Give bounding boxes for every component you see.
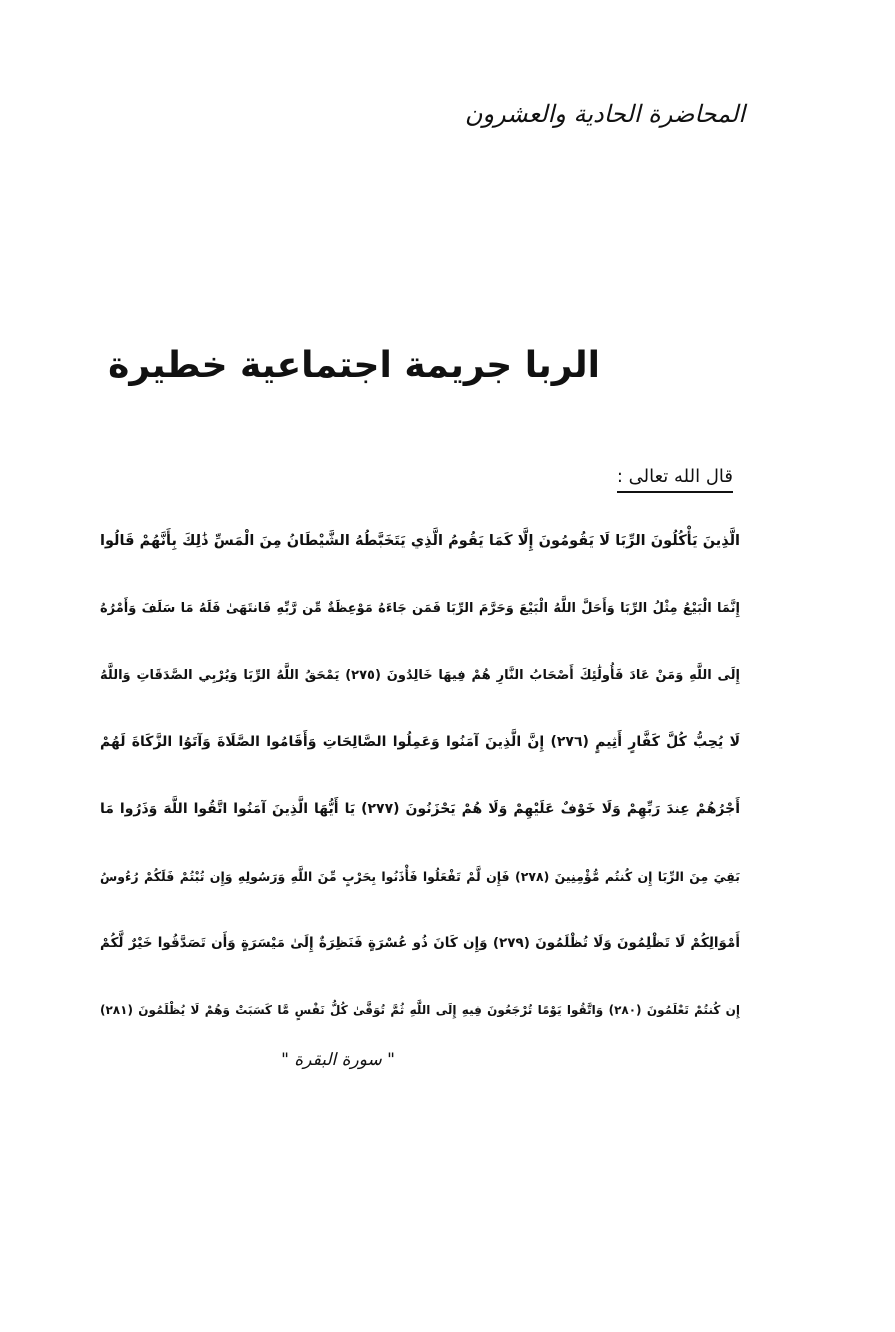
page-title: الربا جريمة اجتماعية خطيرة — [108, 345, 600, 386]
verse-line: إِن كُنتُمْ تَعْلَمُونَ (٢٨٠) وَاتَّقُوا يَوْمًا تُرْجَعُونَ فِيهِ إِلَى اللَّهِ ثُمَّ تُوَفَّىٰ كُلُّ نَفْسٍ مَّا كَسَبَتْ وَهُمْ لَا يُظْلَمُونَ (٢٨١) — [100, 1003, 740, 1017]
verse-block — [100, 508, 740, 1044]
intro-label: قال الله تعالى : — [617, 466, 733, 493]
verse-line: إِنَّمَا الْبَيْعُ مِثْلُ الرِّبَا وَأَحَلَّ اللَّهُ الْبَيْعَ وَحَرَّمَ الرِّبَا فَمَن جَاءَهُ مَوْعِظَةٌ مِّن رَّبِّهِ فَانتَهَىٰ فَلَهُ مَا سَلَفَ وَأَمْرُهُ — [100, 601, 740, 616]
verse-line: لَا يُحِبُّ كُلَّ كَفَّارٍ أَثِيمٍ (٢٧٦) إِنَّ الَّذِينَ آمَنُوا وَعَمِلُوا الصَّالِحَاتِ وَأَقَامُوا الصَّلَاةَ وَآتَوُا الزَّكَاةَ لَهُمْ — [100, 734, 740, 750]
verse-line: الَّذِينَ يَأْكُلُونَ الرِّبَا لَا يَقُومُونَ إِلَّا كَمَا يَقُومُ الَّذِي يَتَخَبَّطُهُ الشَّيْطَانُ مِنَ الْمَسِّ ذَٰلِكَ بِأَنَّهُمْ قَالُوا — [100, 533, 740, 549]
surah-name: " سورة البقرة " — [281, 1050, 395, 1070]
verse-line: إِلَى اللَّهِ وَمَنْ عَادَ فَأُولَٰئِكَ أَصْحَابُ النَّارِ هُمْ فِيهَا خَالِدُونَ (٢٧٥) يَمْحَقُ اللَّهُ الرِّبَا وَيُرْبِي الصَّدَقَاتِ وَاللَّهُ — [100, 668, 740, 683]
verse-line: أَجْرُهُمْ عِندَ رَبِّهِمْ وَلَا خَوْفٌ عَلَيْهِمْ وَلَا هُمْ يَحْزَنُونَ (٢٧٧) يَا أَيُّهَا الَّذِينَ آمَنُوا اتَّقُوا اللَّهَ وَذَرُوا مَا — [100, 801, 740, 817]
verse-line: أَمْوَالِكُمْ لَا تَظْلِمُونَ وَلَا تُظْلَمُونَ (٢٧٩) وَإِن كَانَ ذُو عُسْرَةٍ فَنَظِرَةٌ إِلَىٰ مَيْسَرَةٍ وَأَن تَصَدَّقُوا خَيْرٌ لَّكُمْ — [100, 935, 740, 951]
lecture-heading: المحاضرة الحادية والعشرون — [464, 100, 745, 128]
verse-line: بَقِيَ مِنَ الرِّبَا إِن كُنتُم مُّؤْمِنِينَ (٢٧٨) فَإِن لَّمْ تَفْعَلُوا فَأْذَنُوا بِحَرْبٍ مِّنَ اللَّهِ وَرَسُولِهِ وَإِن تُبْتُمْ فَلَكُمْ رُءُوسُ — [100, 869, 740, 884]
